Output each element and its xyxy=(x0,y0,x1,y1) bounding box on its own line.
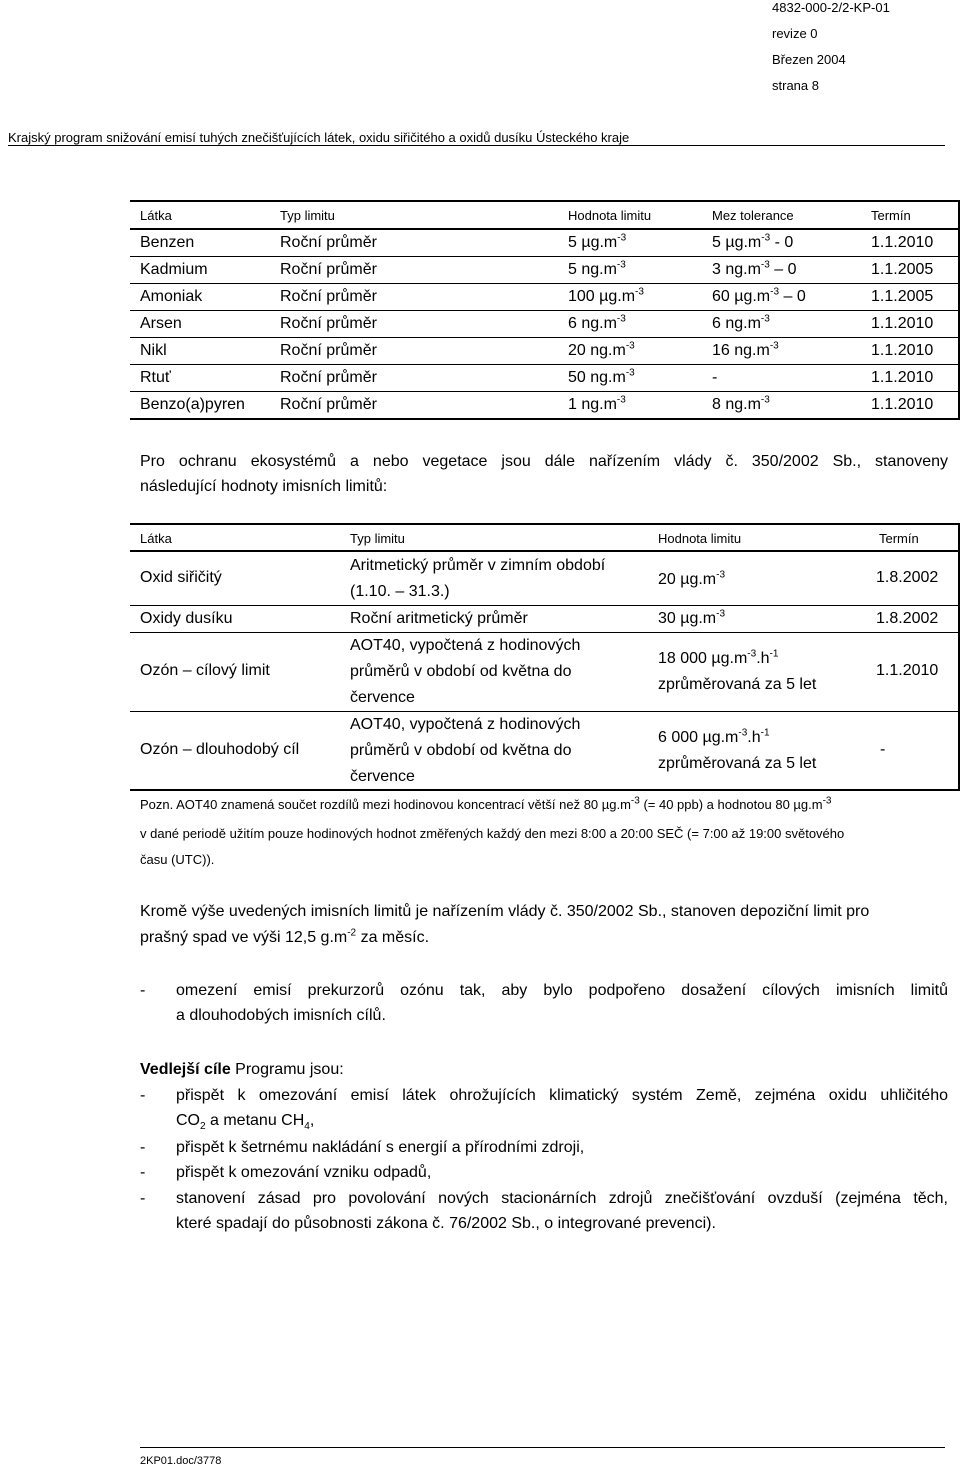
substance-cell: Amoniak xyxy=(140,288,203,305)
type-cell: Roční průměr xyxy=(280,342,377,359)
term-cell: 1.1.2010 xyxy=(871,342,934,359)
col-term: Termín xyxy=(879,531,919,546)
substance-cell: Benzo(a)pyren xyxy=(140,396,245,413)
list-item-cont: $CO_2$ a metanu $CH_4$, xyxy=(176,1112,315,1133)
col-type: Typ limitu xyxy=(350,531,405,546)
type-cell: Roční průměr xyxy=(280,396,377,413)
type-cell: Roční průměr xyxy=(280,288,377,305)
table-row xyxy=(130,257,960,284)
col-substance: Látka xyxy=(140,208,172,223)
table-row xyxy=(130,311,960,338)
limit-cell: 6 000 $\mu g.m^{-3}.h^{-1}$ xyxy=(658,727,770,746)
type-cell: Roční průměr xyxy=(280,261,377,278)
col-type: Typ limitu xyxy=(280,208,335,223)
type-cell-cont: (1.10. – 31.3.) xyxy=(350,583,450,600)
list-item: přispět k omezování vzniku odpadů, xyxy=(176,1164,432,1181)
limit-cell: 6 $ng.m^{-3}$ xyxy=(568,313,626,332)
deposition-paragraph: Kromě výše uvedených imisních limitů je nařízením vlády č. 350/2002 Sb., stanoven depoziční limit pro xyxy=(140,903,870,920)
bullet-text: omezení emisí prekurzorů ozónu tak, aby bylo podpořeno dosažení cílových imisních limitů xyxy=(176,982,948,999)
substance-cell: Ozón – dlouhodobý cíl xyxy=(140,741,300,758)
type-cell-cont: průměrů v období od května do xyxy=(350,663,572,680)
col-substance: Látka xyxy=(140,531,172,546)
type-cell: Aritmetický průměr v zimním období xyxy=(350,557,606,574)
term-cell: 1.8.2002 xyxy=(876,610,939,627)
doc-id: 4832-000-2/2-KP-01 xyxy=(772,0,890,15)
limit-cell: 20 $ng.m^{-3}$ xyxy=(568,340,635,359)
footer-filename: 2KP01.doc/3778 xyxy=(140,1455,222,1467)
list-dash: - xyxy=(140,1164,146,1181)
substance-cell: Ozón – cílový limit xyxy=(140,662,270,679)
term-cell: 1.1.2005 xyxy=(871,261,934,278)
limit-cell: 20 $\mu g.m^{-3}$ xyxy=(658,569,726,588)
col-tolerance: Mez tolerance xyxy=(712,208,794,223)
list-item-cont: které spadají do působnosti zákona č. 76/2002 Sb., o integrované prevenci). xyxy=(176,1215,716,1232)
substance-cell: Rtuť xyxy=(140,369,171,386)
note-line-3: času (UTC)). xyxy=(140,852,215,867)
tolerance-cell: 8 $ng.m^{-3}$ xyxy=(712,394,770,413)
term-cell: 1.1.2010 xyxy=(871,234,934,251)
page-number: strana 8 xyxy=(772,78,819,93)
substance-cell: Oxid siřičitý xyxy=(140,569,222,586)
limit-cell: 18 000 $\mu g.m^{-3}.h^{-1}$ xyxy=(658,648,779,667)
tolerance-cell: 60 $\mu g.m^{-3} - 0$ xyxy=(712,286,806,305)
type-cell: AOT40, vypočtená z hodinových xyxy=(350,637,581,654)
list-dash: - xyxy=(140,1139,146,1156)
substance-cell: Arsen xyxy=(140,315,182,332)
bullet-text-cont: a dlouhodobých imisních cílů. xyxy=(176,1007,386,1024)
date: Březen 2004 xyxy=(772,52,846,67)
tolerance-cell: 6 $ng.m^{-3}$ xyxy=(712,313,770,332)
tolerance-cell: 16 $ng.m^{-3}$ xyxy=(712,340,779,359)
note-line-1: Pozn. AOT40 znamená součet rozdílů mezi hodinovou koncentrací větší než 80 $\mu g.m^{-3}$ (= 40 ppb) a hodnotou 80 $\mu g.m^{-3}$ xyxy=(140,795,832,812)
secondary-goals-heading: Vedlejší cíle Programu jsou: xyxy=(140,1061,344,1078)
tolerance-cell: 3 $ng.m^{-3} - 0$ xyxy=(712,259,797,278)
term-cell: 1.1.2010 xyxy=(876,662,939,679)
type-cell: Roční průměr xyxy=(280,369,377,386)
list-item: přispět k omezování emisí látek ohrožujících klimatický systém Země, zejména oxidu uhličitého xyxy=(176,1087,948,1104)
tolerance-cell: - xyxy=(712,369,718,386)
type-cell-cont: průměrů v období od května do xyxy=(350,742,572,759)
col-limit: Hodnota limitu xyxy=(658,531,742,546)
table-row xyxy=(130,607,960,631)
list-item: stanovení zásad pro povolování nových stacionárních zdrojů znečišťování ovzduší (zejména těch, xyxy=(176,1190,948,1207)
col-term: Termín xyxy=(871,208,911,223)
table-row xyxy=(130,634,960,710)
list-dash: - xyxy=(140,1190,146,1207)
limit-cell: 5 $ng.m^{-3}$ xyxy=(568,259,626,278)
limits-table xyxy=(130,200,960,428)
table-header-row xyxy=(130,208,960,228)
limit-cell: 1 $ng.m^{-3}$ xyxy=(568,394,626,413)
term-cell: 1.8.2002 xyxy=(876,569,939,586)
limit-cell-cont: zprůměrovaná za 5 let xyxy=(658,676,817,693)
note-line-2: v dané periodě užitím pouze hodinových hodnot změřených každý den mezi 8:00 a 20:00 SEČ (= 7:00 až 19:00 světového xyxy=(140,826,845,841)
table-row xyxy=(130,284,960,311)
paragraph-ecosystems-cont: následující hodnoty imisních limitů: xyxy=(140,478,388,495)
deposition-paragraph-cont: prašný spad ve výši 12,5 $g.m^{-2}$ za měsíc. xyxy=(140,927,430,946)
limit-cell: 100 $\mu g.m^{-3}$ xyxy=(568,286,644,305)
table-row xyxy=(130,553,960,603)
type-cell-cont: července xyxy=(350,768,415,785)
revision: revize 0 xyxy=(772,26,818,41)
table-row xyxy=(130,338,960,365)
tolerance-cell: 5 $\mu g.m^{-3} - 0$ xyxy=(712,232,794,251)
type-cell: Roční aritmetický průměr xyxy=(350,610,528,627)
document-title: Krajský program snižování emisí tuhých znečišťujících látek, oxidu siřičitého a oxidů dusíku Ústeckého kraje xyxy=(8,130,630,145)
table-row xyxy=(130,230,960,257)
list-dash: - xyxy=(140,1087,146,1104)
substance-cell: Oxidy dusíku xyxy=(140,610,233,627)
substance-cell: Kadmium xyxy=(140,261,208,278)
substance-cell: Benzen xyxy=(140,234,195,251)
ecosystem-limits-table xyxy=(130,523,960,791)
type-cell: Roční průměr xyxy=(280,315,377,332)
term-cell: 1.1.2010 xyxy=(871,396,934,413)
limit-cell-cont: zprůměrovaná za 5 let xyxy=(658,755,817,772)
table-row xyxy=(130,713,960,789)
limit-cell: 50 $ng.m^{-3}$ xyxy=(568,367,635,386)
type-cell-cont: července xyxy=(350,689,415,706)
header-rule xyxy=(8,145,945,146)
table-top-rule xyxy=(130,200,960,202)
term-cell: 1.1.2010 xyxy=(871,369,934,386)
list-item: přispět k šetrnému nakládání s energií a přírodními zdroji, xyxy=(176,1139,585,1156)
substance-cell: Nikl xyxy=(140,342,167,359)
table-row xyxy=(130,392,960,419)
paragraph-ecosystems: Pro ochranu ekosystémů a nebo vegetace jsou dále nařízením vlády č. 350/2002 Sb., stanoveny xyxy=(140,453,948,470)
limit-cell: 5 $\mu g.m^{-3}$ xyxy=(568,232,627,251)
term-cell: 1.1.2010 xyxy=(871,315,934,332)
term-cell: 1.1.2005 xyxy=(871,288,934,305)
bullet-dash: - xyxy=(140,982,146,999)
type-cell: AOT40, vypočtená z hodinových xyxy=(350,716,581,733)
type-cell: Roční průměr xyxy=(280,234,377,251)
limit-cell: 30 $\mu g.m^{-3}$ xyxy=(658,608,726,627)
col-limit: Hodnota limitu xyxy=(568,208,652,223)
term-cell: - xyxy=(880,741,886,758)
footer-rule xyxy=(140,1447,945,1448)
table-row xyxy=(130,365,960,392)
